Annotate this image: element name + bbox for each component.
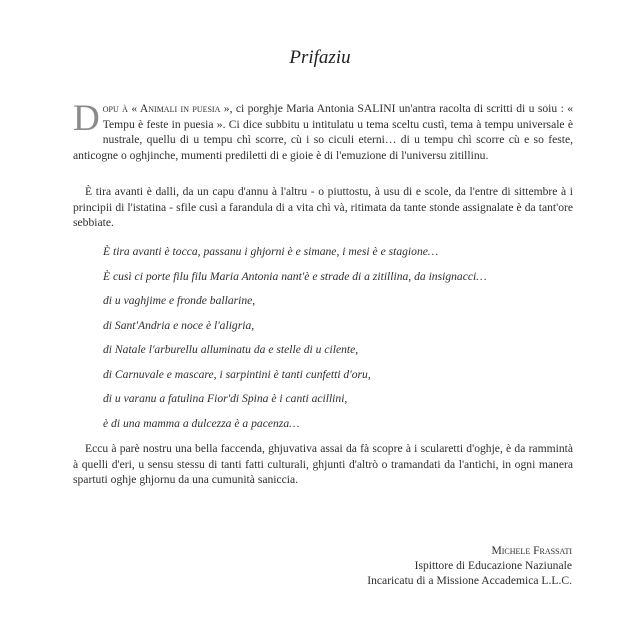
book-title: Animali in puesia [139, 102, 221, 115]
signature-role: Ispittore di Educazione Naziunale [414, 559, 572, 572]
verse-line: di Carnuvale e mascare, i sarpintini è tanti cunfetti d'oru, [103, 367, 371, 381]
verse-line: di Natale l'arburellu alluminatu da e stelle di u cilente, [103, 343, 359, 356]
paragraph-closing: Eccu à parè nostru una bella faccenda, ghjuvativa assai da fà scopre à i scularetti d'oghje, è da rammintà à quelli d'eri, u sensu stessu di tanti fatti culturali, ghjunti d'altrò o tramandati da l'antichi, in ogni manera spartuti oghje ghjornu da una cumunità saniccia. [73, 442, 573, 487]
verse-line: È tira avanti è tocca, passanu i ghjorni è e simane, i mesi è e stagione… [103, 245, 439, 258]
signature-name: Michele Frassati [491, 544, 572, 557]
verse-line: di Sant'Andria e noce è l'aligria, [103, 318, 255, 332]
page-title: Prifaziu [289, 47, 351, 68]
intro-text: », ci porghje Maria Antonia SALINI un'antra racolta di scritti di u soiu : « Tempu è feste in puesia ». Ci dice subbitu u intitulatu u tema sceltu custì, tema à tempu universale è nustrale, quellu di u tempu chì scorre, cù i so ciculi eterni… di u tempu chì scorre cù e so feste, anticogne o oghjinche, mumenti prediletti di e gioie è di l'emuzione di l'universu zitillinu. [73, 102, 573, 162]
verse-line: di u vaghjime e fronde ballarine, [103, 294, 256, 307]
intro-lead: opu à « [102, 102, 140, 115]
signature-mission: Incaricatu di a Missione Accademica L.L.C. [367, 574, 572, 587]
drop-cap: D [73, 98, 100, 139]
verse-line: È cusì ci porte filu filu Maria Antonia nant'è e strade di a zitillina, da insignacci… [103, 269, 487, 283]
verse-line: è di una mamma a dulcezza è a pacenza… [103, 416, 300, 430]
verse-block [103, 244, 573, 440]
paragraph-intro [73, 98, 573, 163]
signature-block [367, 543, 572, 588]
paragraph-second: È tira avanti è dalli, da un capu d'annu à l'altru - o piuttostu, à usu di e scole, da l'entre di sittembre à i principii di l'istatina - sfile cusì a farandula di a vita chì và, ritimata da tante stonde assignalate è da tant'ore sebbiate. [73, 185, 573, 230]
verse-line: di u varanu a fatulina Fior'di Spina è i canti acillini, [103, 392, 348, 405]
